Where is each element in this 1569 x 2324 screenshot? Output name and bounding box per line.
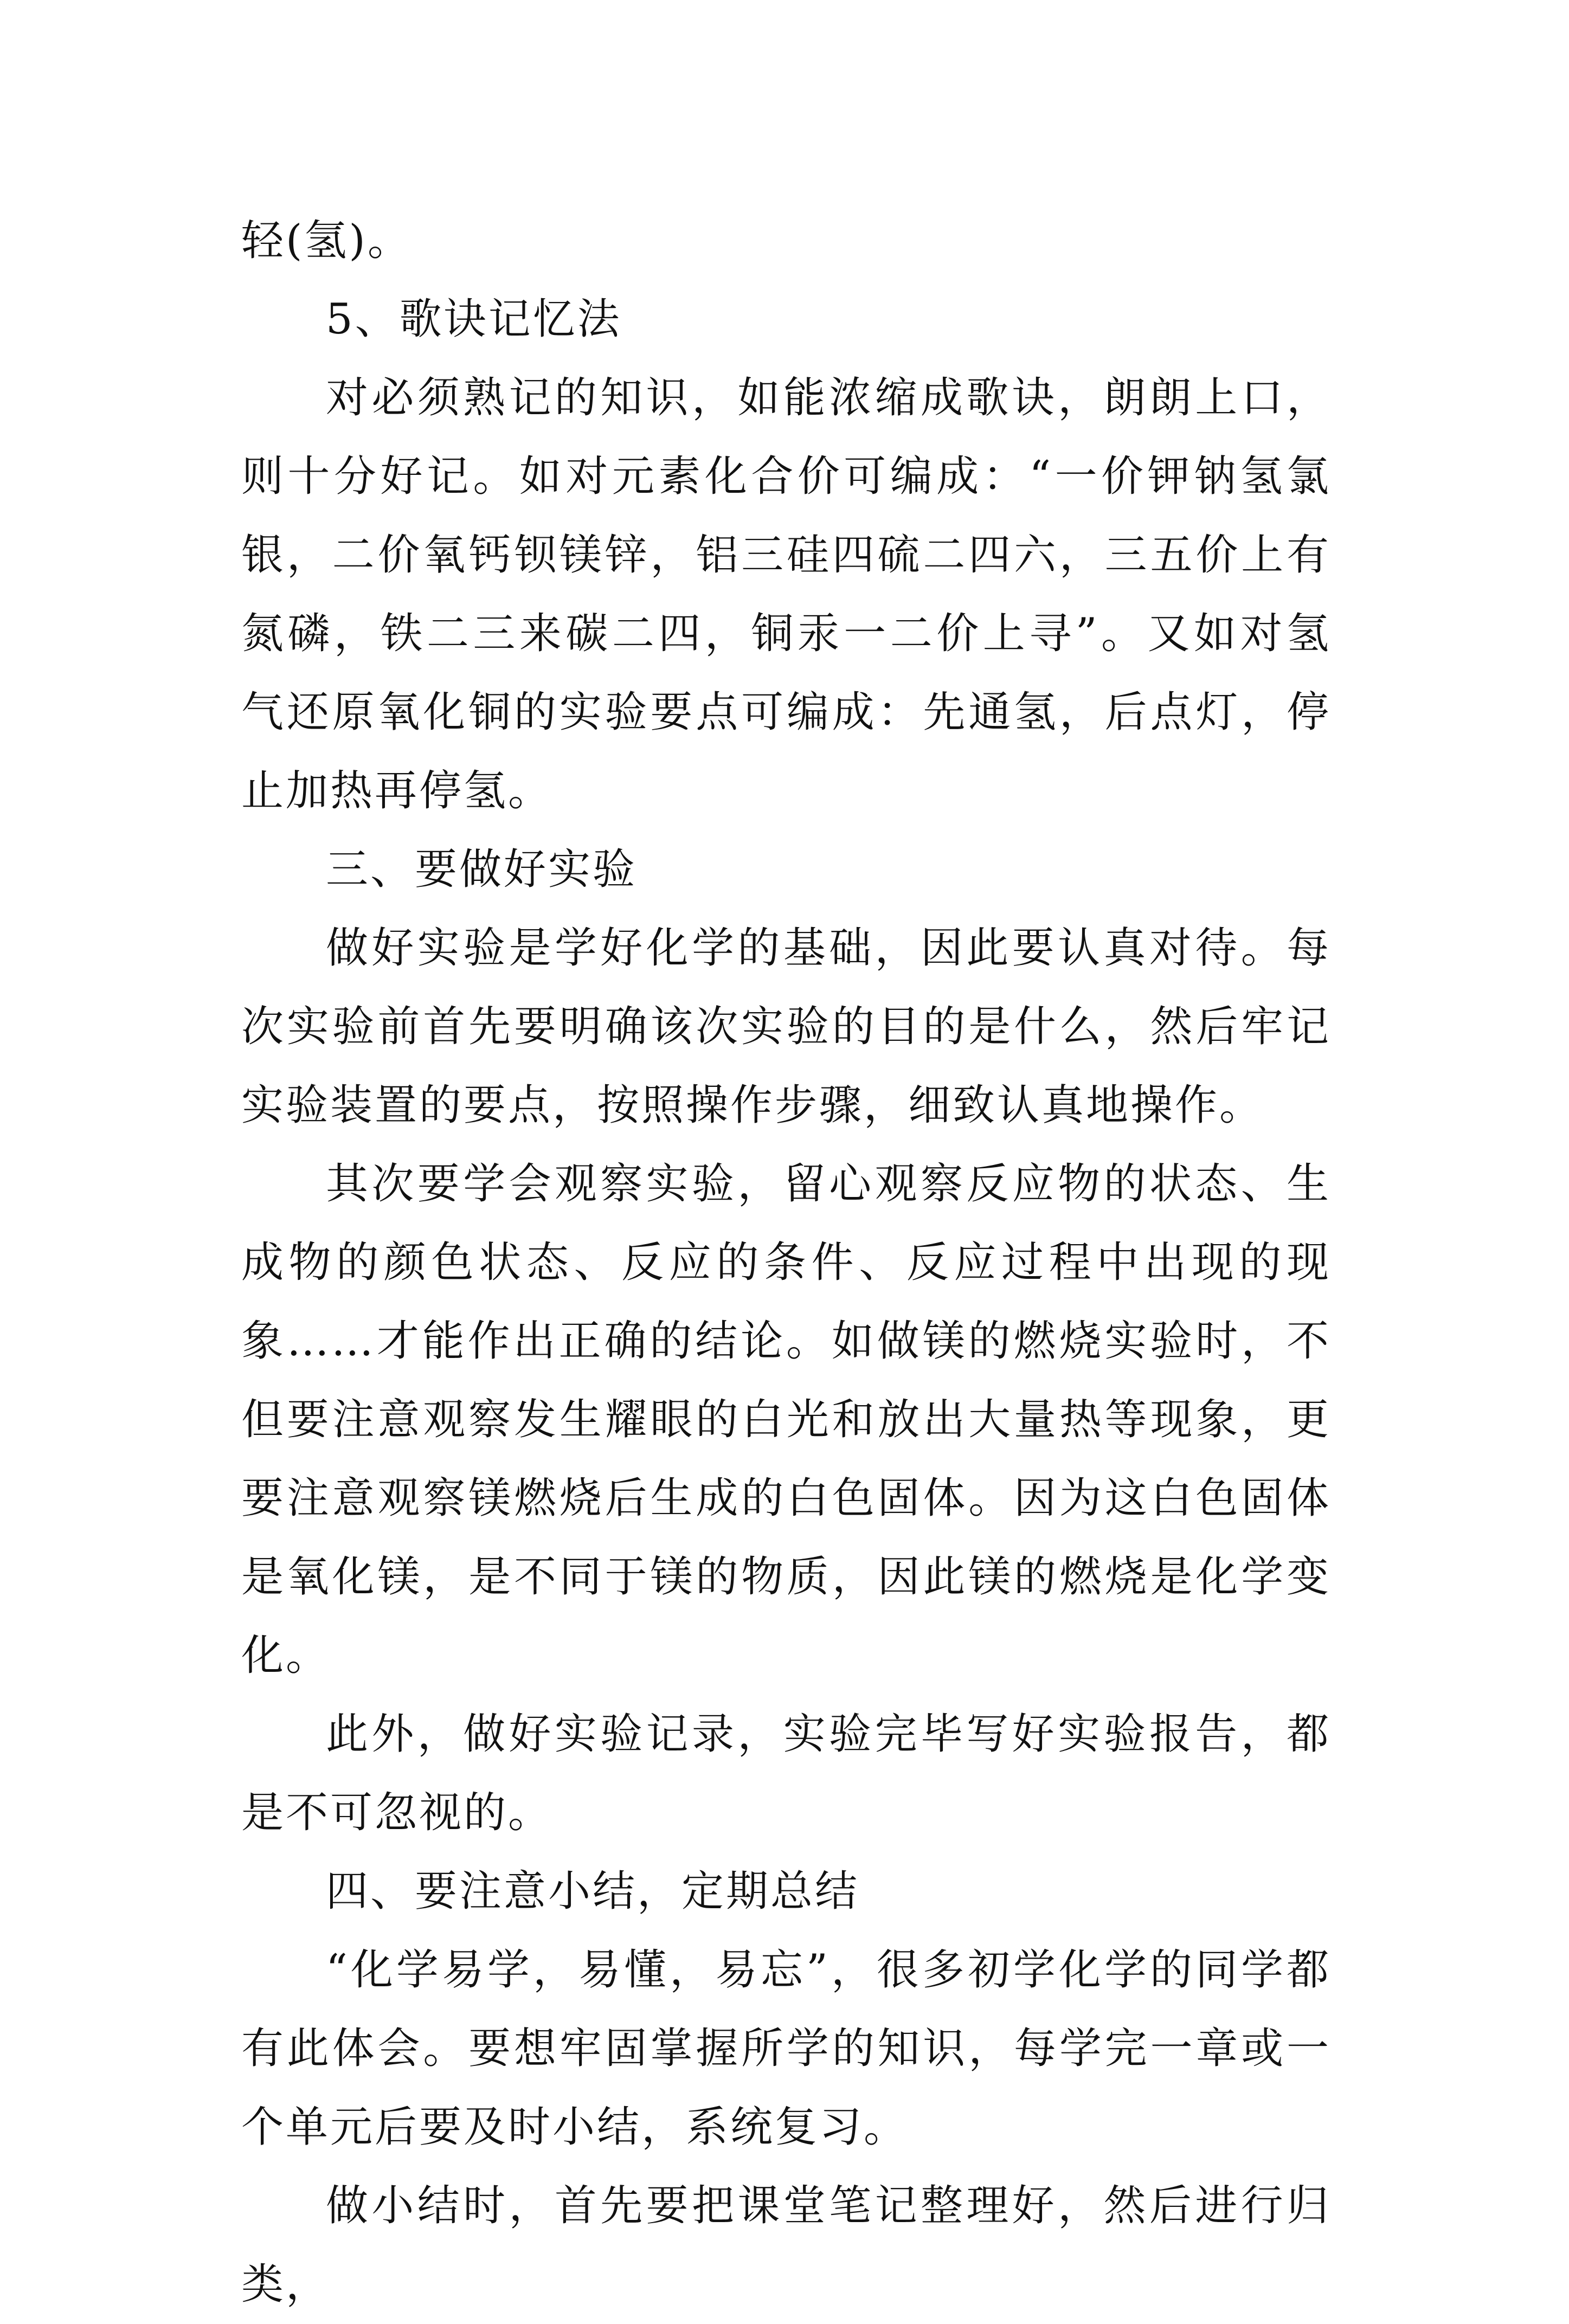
paragraph-continuation: 轻(氢)。 [241, 216, 412, 265]
paragraph-experiment-records: 此外，做好实验记录，实验完毕写好实验报告，都是不可忽视的。 [241, 1710, 1331, 1837]
paragraph-experiment-basics: 做好实验是学好化学的基础，因此要认真对待。每次实验前首先要明确该次实验的目的是什么，然后牢记实验装置的要点，按照操作步骤，细致认真地操作。 [241, 924, 1331, 1130]
paragraph-mnemonic-rhymes: 对必须熟记的知识，如能浓缩成歌诀，朗朗上口，则十分好记。如对元素化合价可编成：“一价钾钠氢氯银，二价氧钙钡镁锌，铝三硅四硫二四六，三五价上有氮磷，铁二三来碳二四，铜汞一二价上寻”。又如对氢气还原氧化铜的实验要点可编成：先通氢，后点灯，停止加热再停氢。 [241, 374, 1331, 815]
section-heading-mnemonic-method: 5、歌诀记忆法 [326, 295, 622, 344]
section-heading-summary: 四、要注意小结，定期总结 [326, 1867, 860, 1916]
paragraph-summary-method: 做小结时，首先要把课堂笔记整理好，然后进行归类， [241, 2181, 1331, 2309]
section-heading-experiments: 三、要做好实验 [326, 845, 638, 894]
paragraph-observation: 其次要学会观察实验，留心观察反应物的状态、生成物的颜色状态、反应的条件、反应过程中出现的现象……才能作出正确的结论。如做镁的燃烧实验时，不但要注意观察发生耀眼的白光和放出大量热等现象，更要注意观察镁燃烧后生成的白色固体。因为这白色固体是氧化镁，是不同于镁的物质，因此镁的燃烧是化学变化。 [241, 1160, 1331, 1680]
document-body [241, 202, 1331, 2324]
paragraph-easy-to-forget: “化学易学，易懂，易忘”，很多初学化学的同学都有此体会。要想牢固掌握所学的知识，每学完一章或一个单元后要及时小结，系统复习。 [241, 1946, 1331, 2152]
